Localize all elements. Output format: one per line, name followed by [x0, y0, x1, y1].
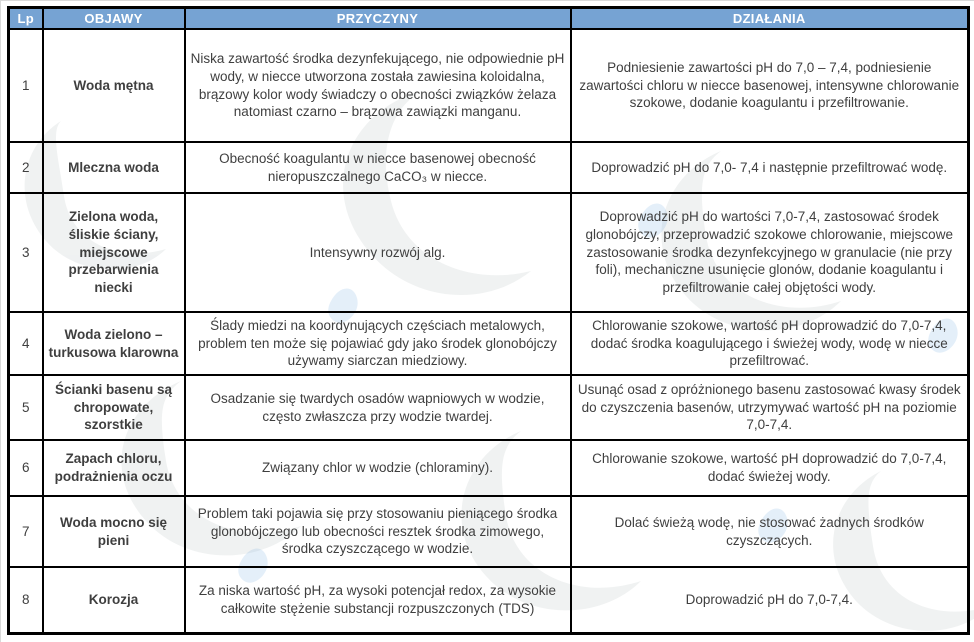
header-row: [9, 8, 969, 30]
cause-cell: Osadzanie się twardych osadów wapniowych w wodzie, często zwłaszcza przy wodzie twardej.: [185, 375, 571, 440]
action-cell: Podniesienie zawartości pH do 7,0 – 7,4, podniesienie zawartości chloru w niecce basenowej, intensywne chlorowanie szokowe, dodanie koagulantu i przefiltrowanie.: [571, 29, 969, 142]
action-cell: Usunąć osad z opróżnionego basenu zastosować kwasy środek do czyszczenia basenów, utrzymywać wartość pH na poziomie 7,0-7,4.: [571, 375, 969, 440]
row-number: 7: [9, 496, 43, 567]
table-row: [9, 496, 969, 567]
symptom-cell: Zapach chloru, podrażnienia oczu: [43, 440, 185, 496]
header-objawy: OBJAWY: [43, 8, 185, 30]
table-row: [9, 312, 969, 375]
cause-cell: Za niska wartość pH, za wysoki potencjał redox, za wysokie całkowite stężenie substancji rozpuszczonych (TDS): [185, 567, 571, 633]
row-number: 8: [9, 567, 43, 633]
row-number: 4: [9, 312, 43, 375]
cause-cell: Ślady miedzi na koordynujących częściach metalowych, problem ten może się pojawiać gdy jako środek glonobójczy używamy siarczan miedziowy.: [185, 312, 571, 375]
symptom-cell: Ścianki basenu są chropowate, szorstkie: [43, 375, 185, 440]
table-row: [9, 29, 969, 142]
pool-problems-table: [7, 6, 970, 635]
table-row: [9, 375, 969, 440]
cause-cell: Związany chlor w wodzie (chloraminy).: [185, 440, 571, 496]
cause-cell: Niska zawartość środka dezynfekującego, nie odpowiednie pH wody, w niecce utworzona została zawiesina koloidalna, brązowy kolor wody świadczy o obecności związków żelaza natomiast czarno – brązowa zawiązki manganu.: [185, 29, 571, 142]
symptom-cell: Woda zielono – turkusowa klarowna: [43, 312, 185, 375]
cause-cell: Problem taki pojawia się przy stosowaniu pieniącego środka glonobójczego lub obecności resztek środka zimowego, środka czyszczącego w wodzie.: [185, 496, 571, 567]
symptom-cell: Woda mętna: [43, 29, 185, 142]
action-cell: Doprowadzić pH do wartości 7,0-7,4, zastosować środek glonobójczy, przeprowadzić szokowe chlorowanie, miejscowe zastosowanie środka dezynfekcyjnego w granulacie (nie przy foli), mechaniczne usunięcie glonów, dodanie koagulantu i przefiltrowanie całej objętości wody.: [571, 193, 969, 312]
action-cell: Chlorowanie szokowe, wartość pH doprowadzić do 7,0-7,4, dodać środka koagulującego i świeżej wody, wodę w niecce przefiltrować.: [571, 312, 969, 375]
row-number: 3: [9, 193, 43, 312]
table-row: [9, 142, 969, 193]
action-cell: Chlorowanie szokowe, wartość pH doprowadzić do 7,0-7,4, dodać świeżej wody.: [571, 440, 969, 496]
symptom-cell: Woda mocno się pieni: [43, 496, 185, 567]
row-number: 2: [9, 142, 43, 193]
symptom-cell: Zielona woda, śliskie ściany, miejscowe przebarwienia niecki: [43, 193, 185, 312]
header-lp: Lp: [9, 8, 43, 30]
cause-cell: Intensywny rozwój alg.: [185, 193, 571, 312]
action-cell: Doprowadzić pH do 7,0- 7,4 i następnie przefiltrować wodę.: [571, 142, 969, 193]
symptom-cell: Mleczna woda: [43, 142, 185, 193]
table-row: [9, 440, 969, 496]
header-przyczyny: PRZYCZYNY: [185, 8, 571, 30]
symptom-cell: Korozja: [43, 567, 185, 633]
cause-cell: Obecność koagulantu w niecce basenowej obecność nieropuszczalnego CaCO₃ w niecce.: [185, 142, 571, 193]
action-cell: Dolać świeżą wodę, nie stosować żadnych środków czyszczących.: [571, 496, 969, 567]
action-cell: Doprowadzić pH do 7,0-7,4.: [571, 567, 969, 633]
row-number: 5: [9, 375, 43, 440]
row-number: 6: [9, 440, 43, 496]
table-row: [9, 193, 969, 312]
row-number: 1: [9, 29, 43, 142]
table-row: [9, 567, 969, 633]
header-dzialania: DZIAŁANIA: [571, 8, 969, 30]
